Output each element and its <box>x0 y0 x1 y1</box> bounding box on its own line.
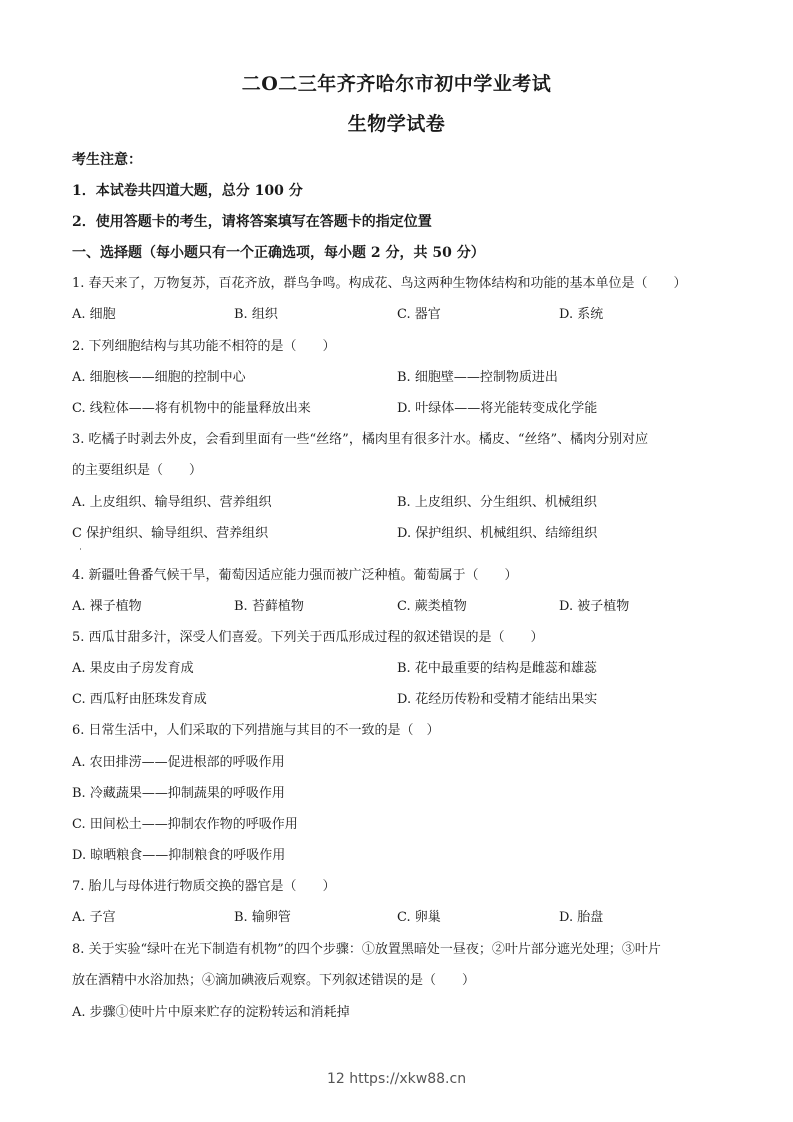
option-c: C. 器官 <box>397 307 441 322</box>
option-b: B. 花中最重要的结构是雌蕊和雄蕊 <box>397 661 597 676</box>
question-stem: 5. 西瓜甘甜多汁，深受人们喜爱。下列关于西瓜形成过程的叙述错误的是（ ） <box>72 630 544 645</box>
option-b: B. 冷藏蔬果——抑制蔬果的呼吸作用 <box>72 786 285 801</box>
question-stem-continued: 放在酒精中水浴加热；④滴加碘液后观察。下列叙述错误的是（ ） <box>72 973 476 988</box>
exam-title: 二O二三年齐齐哈尔市初中学业考试 <box>241 73 552 95</box>
option-a: A. 步骤①使叶片中原来贮存的淀粉转运和消耗掉 <box>72 1005 350 1020</box>
question-stem: 4. 新疆吐鲁番气候干旱，葡萄因适应能力强而被广泛种植。葡萄属于（ ） <box>72 568 518 583</box>
option-c: C. 田间松土——抑制农作物的呼吸作用 <box>72 817 298 832</box>
question-stem: 3. 吃橘子时剥去外皮，会看到里面有一些“丝络”，橘肉里有很多汁水。橘皮、“丝络”、橘肉分别对应 <box>72 432 649 447</box>
option-b: B. 苔藓植物 <box>234 599 304 614</box>
option-c: C. 蕨类植物 <box>397 599 467 614</box>
notice-item-2: 2．使用答题卡的考生，请将答案填写在答题卡的指定位置 <box>72 214 432 230</box>
notice-heading: 考生注意： <box>72 152 142 168</box>
question-stem: 2. 下列细胞结构与其功能不相符的是（ ） <box>72 339 336 354</box>
scan-artifact-dot <box>80 548 81 550</box>
option-a: A. 细胞 <box>72 307 116 322</box>
option-a: A. 上皮组织、输导组织、营养组织 <box>72 495 272 510</box>
option-c: C. 西瓜籽由胚珠发育成 <box>72 692 207 707</box>
option-b: B. 输卵管 <box>234 910 291 925</box>
option-c: C 保护组织、输导组织、营养组织 <box>72 526 269 541</box>
question-stem-continued: 的主要组织是（ ） <box>72 463 203 478</box>
option-a: A. 细胞核——细胞的控制中心 <box>72 370 246 385</box>
option-a: A. 子宫 <box>72 910 116 925</box>
option-a: A. 裸子植物 <box>72 599 142 614</box>
question-stem: 7. 胎儿与母体进行物质交换的器官是（ ） <box>72 879 336 894</box>
section-heading: 一、选择题（每小题只有一个正确选项，每小题 2 分，共 50 分） <box>72 245 485 261</box>
option-a: A. 农田排涝——促进根部的呼吸作用 <box>72 755 285 770</box>
option-d: D. 保护组织、机械组织、结缔组织 <box>397 526 598 541</box>
option-b: B. 组织 <box>234 307 278 322</box>
notice-item-1: 1．本试卷共四道大题，总分 100 分 <box>72 183 303 199</box>
page-footer: 12 https://xkw88.cn <box>326 1071 467 1087</box>
option-d: D. 花经历传粉和受精才能结出果实 <box>397 692 598 707</box>
option-c: C. 线粒体——将有机物中的能量释放出来 <box>72 401 311 416</box>
option-d: D. 晾晒粮食——抑制粮食的呼吸作用 <box>72 848 286 863</box>
option-c: C. 卵巢 <box>397 910 441 925</box>
option-d: D. 被子植物 <box>559 599 630 614</box>
option-d: D. 叶绿体——将光能转变成化学能 <box>397 401 598 416</box>
option-d: D. 胎盘 <box>559 910 604 925</box>
option-d: D. 系统 <box>559 307 604 322</box>
option-a: A. 果皮由子房发育成 <box>72 661 194 676</box>
question-stem: 8. 关于实验“绿叶在光下制造有机物”的四个步骤：①放置黑暗处一昼夜；②叶片部分遮光处理；③叶片 <box>72 942 661 957</box>
exam-subtitle: 生物学试卷 <box>347 113 446 135</box>
option-b: B. 细胞壁——控制物质进出 <box>397 370 558 385</box>
option-b: B. 上皮组织、分生组织、机械组织 <box>397 495 597 510</box>
question-stem: 1. 春天来了，万物复苏，百花齐放，群鸟争鸣。构成花、鸟这两种生物体结构和功能的基本单位是（ ） <box>72 276 687 291</box>
question-stem: 6. 日常生活中，人们采取的下列措施与其目的不一致的是（ ） <box>72 723 440 738</box>
